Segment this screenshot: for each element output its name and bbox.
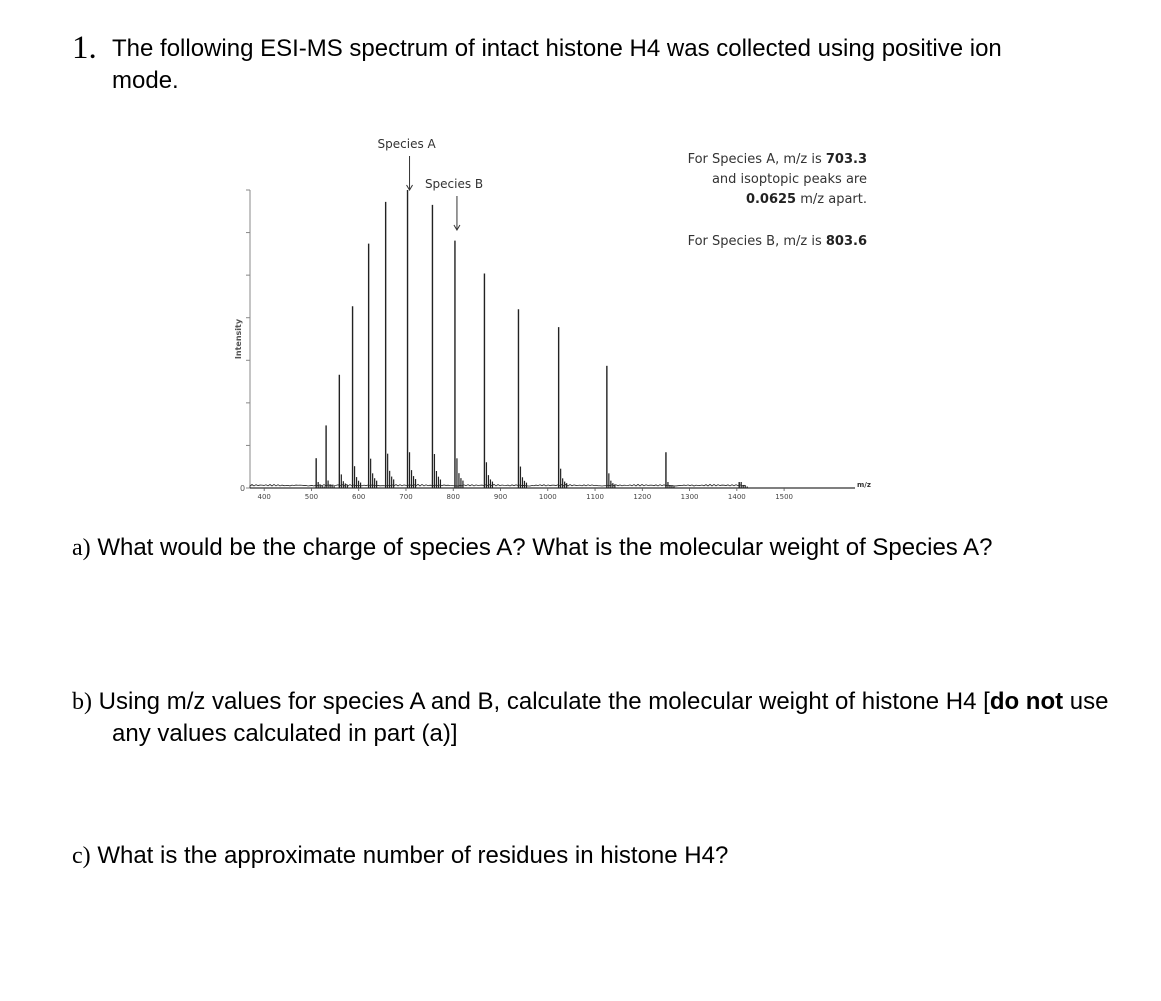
part-c-label: c) — [72, 843, 91, 869]
part-b-label: b) — [72, 689, 92, 715]
x-tick-label: 700 — [399, 493, 413, 501]
part-b-text-before: Using m/z values for species A and B, calculate the molecular weight of histone H4 [ — [98, 688, 990, 715]
x-tick-label: 1300 — [680, 493, 699, 501]
part-b-bold: do not — [989, 688, 1064, 715]
question-number: 1. — [72, 30, 97, 66]
part-a-text: What would be the charge of species A? What is the molecular weight of Species A? — [97, 534, 993, 561]
x-tick-label: 600 — [352, 493, 366, 501]
y-axis-zero-label: 0 — [240, 484, 246, 493]
part-a-label: a) — [72, 535, 91, 561]
x-tick-label: 1500 — [775, 493, 794, 501]
annotation-b-value: 803.6 — [825, 234, 867, 249]
annotation-b-prefix: For Species B, m/z is — [687, 234, 826, 249]
x-tick-label: 1400 — [727, 493, 746, 501]
part-a — [72, 532, 1112, 564]
esi-ms-spectrum — [225, 130, 885, 510]
x-tick-label: 1200 — [633, 493, 652, 501]
annotation-a-prefix: For Species A, m/z is — [687, 152, 826, 167]
x-tick-label: 800 — [446, 493, 460, 501]
part-b-text-after: use any values calculated in part (a)] — [112, 688, 1109, 747]
x-tick-label: 1000 — [538, 493, 557, 501]
x-axis-label: m/z — [857, 481, 871, 489]
y-axis-label: Intensity — [234, 318, 243, 360]
annotation-species-a — [665, 150, 867, 210]
x-tick-label: 500 — [304, 493, 319, 501]
annotation-a-line3: m/z apart. — [796, 192, 867, 207]
annotation-a-value: 703.3 — [825, 152, 867, 167]
species-b-label: Species B — [424, 177, 484, 191]
part-c-text: What is the approximate number of residues in histone H4? — [97, 842, 729, 869]
question-text: The following ESI-MS spectrum of intact histone H4 was collected using positive ion mode. — [112, 35, 1002, 94]
part-b — [72, 686, 1112, 750]
annotation-species-b — [665, 232, 867, 252]
annotation-a-value2: 0.0625 — [745, 192, 797, 207]
x-tick-label: 1100 — [586, 493, 604, 501]
x-tick-label: 900 — [493, 493, 508, 501]
annotation-a-line2: and isoptopic peaks are — [711, 172, 867, 187]
x-tick-label: 400 — [257, 493, 271, 501]
part-c — [72, 840, 1112, 872]
species-a-label: Species A — [377, 137, 436, 151]
